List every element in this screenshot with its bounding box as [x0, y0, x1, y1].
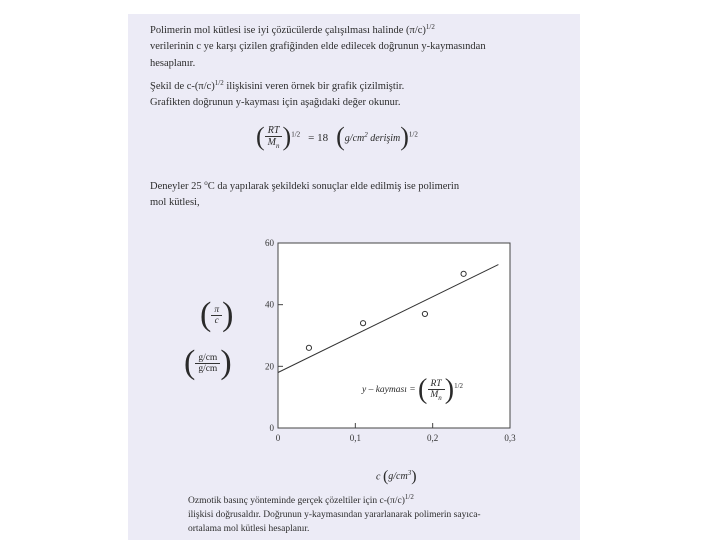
y-label-pi: π [211, 305, 222, 316]
y-tick-label: 60 [265, 238, 274, 248]
x-tick-label: 0 [275, 433, 281, 443]
formula-unit-word: derişim [370, 132, 401, 144]
intercept-annotation: y – kayması = ( $\frac{RT}{M_n}$ )$^{1/2}$ [362, 374, 464, 405]
formula-unit-num: g [344, 132, 350, 144]
formula-denominator: M [267, 136, 277, 148]
experiment-line-1a: Deneyler 25 [150, 181, 205, 192]
intercept-den: M [430, 389, 439, 400]
formula-numerator: RT [265, 125, 283, 137]
x-label-unit-exp: 3 [407, 469, 412, 478]
intercept-den-sub: n [438, 393, 442, 402]
x-tick-label: 0,3 [504, 433, 516, 443]
intercept-text: y – kayması = [362, 385, 416, 396]
scanned-page [128, 14, 580, 540]
intercept-exp: 1/2 [454, 382, 464, 391]
y-label-unit: ( $\frac{g/cm}{g/cm}$ ) [184, 344, 232, 381]
y-tick-label: 40 [265, 299, 274, 310]
x-tick-label: 0,1 [349, 433, 361, 443]
figref-line-1b: ilişkisini veren örnek bir grafik çizilmiştir. [223, 81, 405, 92]
formula-subscript: n [276, 141, 280, 150]
intro-line-3: hesaplanır. [150, 57, 196, 69]
formula-unit-den-exp: 2 [364, 130, 368, 139]
caption-line-1: Ozmotik basınç yönteminde gerçek çözeltiler için c-(π/c) [188, 496, 405, 506]
y-unit-den: g/cm [198, 363, 218, 374]
x-label-unit: g/cm [388, 471, 408, 483]
intercept-formula: ( $\frac{RT}{M_n}$ )$^{1/2}$ = 18 ($g/cm^2$ derişim)$^{1/2}$ [256, 122, 418, 151]
caption-line-3: ortalama mol kütlesi hesaplanır. [188, 523, 310, 534]
figref-exponent: 1/2 [214, 79, 224, 87]
experiment-line-1b: C da yapılarak şekildeki sonuçlar elde edilmiş ise polimerin [207, 181, 460, 192]
degree-sign: o [204, 179, 208, 187]
osmotic-chart [128, 14, 580, 540]
x-label-c: c [376, 471, 381, 483]
y-tick-label: 0 [269, 423, 274, 433]
caption-line-2: ilişkisi doğrusaldır. Doğrunun y-kaymasından yararlanarak polimerin sayıca- [188, 509, 481, 520]
caption-exponent: 1/2 [404, 493, 414, 501]
x-axis-label: c $(g/cm^3)$ [376, 468, 417, 485]
figref-line-2: Grafikten doğrunun y-kayması için aşağıdaki değer okunur. [150, 97, 401, 109]
y-label-c: c [214, 315, 219, 326]
paragraph-caption [188, 492, 481, 536]
formula-unit-exponent: 1/2 [408, 130, 418, 139]
formula-exponent: 1/2 [291, 130, 301, 139]
figref-line-1a: Şekil de c-(π/c) [150, 81, 215, 92]
formula-unit-den: cm [352, 132, 365, 144]
y-tick-label: 20 [265, 361, 274, 372]
y-unit-num: g/cm [195, 353, 220, 364]
y-label-pi-over-c: ( $\frac{\pi}{c}$ ) [200, 296, 234, 333]
intro-line-1: Polimerin mol kütlesi ise iyi çözücülerde çalışılması halinde (π/c) [150, 25, 426, 36]
intro-line-2: verilerinin c ye karşı çizilen grafiğinden elde edilecek doğrunun y-kaymasından [150, 41, 486, 53]
formula-value: = 18 [308, 131, 329, 144]
x-tick-label: 0,2 [427, 433, 439, 443]
intro-exponent: 1/2 [425, 23, 435, 31]
intercept-num: RT [428, 379, 445, 390]
experiment-line-2: mol kütlesi, [150, 197, 200, 209]
